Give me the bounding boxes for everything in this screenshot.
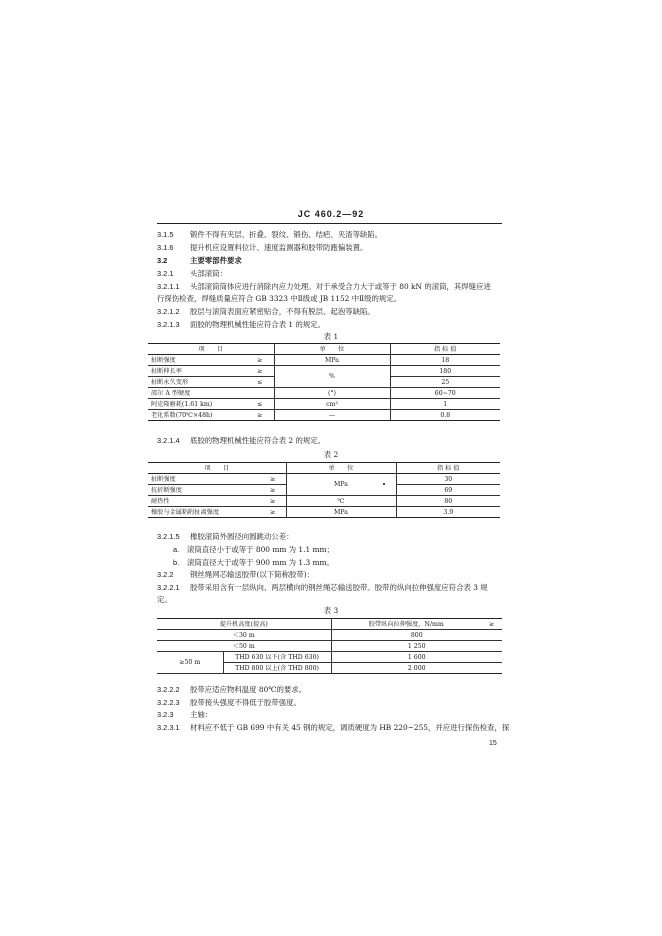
table-header-row	[148, 344, 500, 355]
table-row	[157, 630, 502, 641]
row-item: 橡胶与金属粘附扯离强度	[148, 507, 260, 518]
clause-line	[157, 570, 314, 580]
clause-line	[157, 436, 325, 446]
clause-number: 3.2.1.1	[157, 282, 180, 291]
row-symbol: ≥	[246, 410, 274, 421]
row-symbol	[246, 388, 274, 399]
header-rule	[157, 223, 502, 224]
clause-text: 头部滚筒筒体应进行消除内应力处理。对于承受合力大于或等于 80 kN 的滚筒，其焊缝应进	[190, 282, 491, 291]
row-strength: 1 250	[331, 641, 502, 652]
clause-number: 3.2.1	[157, 269, 174, 278]
clause-number: 3.2.2.1	[157, 583, 180, 592]
table3-caption: 表 3	[323, 606, 339, 615]
header-unit: 单 位	[286, 463, 396, 474]
row-unit: cm³	[274, 399, 390, 410]
row-value: 80	[396, 496, 500, 507]
row-symbol: ≥	[246, 355, 274, 366]
row-value: 60~70	[390, 388, 500, 399]
row-item: 耐热性	[148, 496, 260, 507]
row-strength: 2 000	[331, 663, 502, 674]
clause-text: 钢丝绳网芯输送胶带(以下简称胶带)：	[190, 570, 315, 579]
row-value: 25	[390, 377, 500, 388]
clause-text: 主要零部件要求	[190, 256, 242, 265]
row-symbol: ≤	[246, 377, 274, 388]
list-text: 滚筒直径小于或等于 800 mm 为 1.1 mm；	[187, 545, 334, 554]
row-height: ＜50 m	[157, 641, 331, 652]
row-value: 18	[390, 355, 500, 366]
row-value: 69	[396, 485, 500, 496]
row-unit: —	[274, 410, 390, 421]
clause-text: 提升机应设置料位计、速度监测器和胶带防跑偏装置。	[190, 243, 368, 252]
row-height: ＜30 m	[157, 630, 331, 641]
list-item	[173, 545, 334, 555]
clause-text: 胶带采用含有一层纵向、两层横向的钢丝绳芯输送胶带。胶带的纵向拉伸强度应符合表 3 规	[190, 583, 488, 592]
table-row	[148, 496, 500, 507]
clause-line	[157, 294, 401, 304]
clause-text: 胶带接头强度不得低于胶带强度。	[190, 698, 301, 707]
row-strength: 1 600	[331, 652, 502, 663]
row-unit: (°)	[274, 388, 390, 399]
header-strength: 胶带纵向拉伸强度，N/mm	[331, 619, 481, 630]
list-marker: a.	[173, 545, 180, 554]
header-item: 项 目	[148, 463, 286, 474]
table-row	[148, 474, 500, 485]
clause-text: 橡胶滚筒外圆径向圆跳动公差：	[190, 532, 294, 541]
row-symbol: ≥	[246, 366, 274, 377]
clause-number: 3.2.1.5	[157, 532, 180, 541]
row-item: 邵尔 A 型硬度	[148, 388, 246, 399]
clause-number: 3.2.2.3	[157, 698, 180, 707]
clause-line	[157, 698, 301, 708]
table-header-row	[148, 463, 500, 474]
clause-text: 胶带应适应物料温度 80℃的要求。	[190, 685, 307, 694]
row-item: 抗折断强度	[148, 485, 260, 496]
row-value: 1	[390, 399, 500, 410]
header-item: 项 目	[148, 344, 274, 355]
header-value: 指 标 值	[396, 463, 500, 474]
table2-caption: 表 2	[323, 450, 339, 459]
table2	[148, 462, 500, 518]
clause-line	[157, 710, 212, 720]
table-row	[157, 641, 502, 652]
header-height: 提升机高度(提高)	[157, 619, 331, 630]
row-item: 扯断伸长率	[148, 366, 246, 377]
clause-line	[157, 532, 293, 542]
page-number: 15	[489, 740, 497, 747]
clause-line	[157, 269, 227, 279]
row-item: 老化系数(70℃×48h)	[148, 410, 246, 421]
clause-text: 定。	[157, 595, 172, 604]
list-marker: b.	[173, 558, 180, 567]
table-row	[148, 399, 500, 410]
row-item: 扯断永久变形	[148, 377, 246, 388]
header-unit: 单 位	[274, 344, 390, 355]
clause-line	[157, 320, 325, 330]
clause-text: 材料应不低于 GB 699 中有关 45 钢的规定，调质硬度为 HB 220~255，并应进行探伤检查，探	[190, 723, 510, 732]
clause-number: 3.2.2	[157, 570, 174, 579]
list-text: 滚筒直径大于或等于 900 mm 为 1.3 mm。	[187, 558, 334, 567]
clause-text: 主轴：	[190, 710, 213, 719]
clause-line	[157, 685, 306, 695]
row-item: 扯断强度	[148, 355, 246, 366]
clause-number: 3.2	[157, 256, 168, 265]
clause-number: 3.1.6	[157, 243, 174, 252]
table-header-row	[157, 619, 502, 630]
clause-number: 3.2.3.1	[157, 723, 180, 732]
table-row	[148, 388, 500, 399]
row-symbol: ≥	[260, 496, 286, 507]
list-item	[173, 558, 334, 568]
clause-line	[157, 230, 382, 240]
clause-text: 底胶的物理机械性能应符合表 2 的规定。	[190, 436, 326, 445]
row-item: 阿克隆磨耗(1.61 km)	[148, 399, 246, 410]
row-unit: MPa	[286, 474, 396, 496]
header-value: 指 标 值	[390, 344, 500, 355]
table-row	[148, 355, 500, 366]
table-row	[148, 410, 500, 421]
row-value: 0.8	[390, 410, 500, 421]
row-unit: %	[274, 366, 390, 388]
row-symbol: ≤	[246, 399, 274, 410]
table1	[148, 343, 500, 421]
clause-number: 3.2.1.2	[157, 307, 180, 316]
clause-text: 面胶的物理机械性能应符合表 1 的规定。	[190, 320, 326, 329]
clause-number: 3.1.5	[157, 230, 174, 239]
clause-number: 3.2.1.4	[157, 436, 180, 445]
row-symbol: ≥	[260, 485, 286, 496]
section-heading	[157, 256, 242, 266]
table1-caption: 表 1	[323, 332, 339, 341]
standard-header: JC 460.2—92	[297, 209, 365, 219]
row-model: THD 630 以下(含 THD 630)	[223, 652, 331, 663]
clause-line	[157, 595, 172, 605]
clause-text: 头部滚筒：	[190, 269, 227, 278]
header-symbol: ≥	[481, 619, 502, 630]
row-unit: ℃	[286, 496, 396, 507]
clause-line	[157, 583, 488, 593]
clause-line	[157, 723, 509, 733]
table3	[157, 618, 502, 674]
row-item: 扯断强度	[148, 474, 260, 485]
clause-number: 3.2.2.2	[157, 685, 180, 694]
row-value: 3.9	[396, 507, 500, 518]
clause-line	[157, 243, 367, 253]
clause-number: 3.2.1.3	[157, 320, 180, 329]
row-model: THD 800 以上(含 THD 800)	[223, 663, 331, 674]
clause-text: 锻件不得有夹层、折叠、裂纹、锻伤、结疤、夹渣等缺陷。	[190, 230, 383, 239]
row-strength: 800	[331, 630, 502, 641]
table-row	[157, 652, 502, 663]
clause-text: 行探伤检查，焊缝质量应符合 GB 3323 中Ⅱ级或 JB 1152 中Ⅱ级的规定。	[157, 294, 402, 303]
clause-text: 胶层与滚筒表面应紧密贴合，不得有脱层、起泡等缺陷。	[190, 307, 375, 316]
row-symbol: ≥	[260, 474, 286, 485]
table-row	[148, 366, 500, 377]
clause-line	[157, 307, 375, 317]
table-row	[148, 507, 500, 518]
row-unit: MPa	[286, 507, 396, 518]
row-unit: MPa	[274, 355, 390, 366]
clause-number: 3.2.3	[157, 710, 174, 719]
row-symbol: ≥	[260, 507, 286, 518]
row-value: 30	[396, 474, 500, 485]
clause-line	[157, 282, 491, 292]
scan-speck	[383, 483, 385, 485]
row-group-height: ≥50 m	[157, 652, 223, 674]
row-value: 180	[390, 366, 500, 377]
